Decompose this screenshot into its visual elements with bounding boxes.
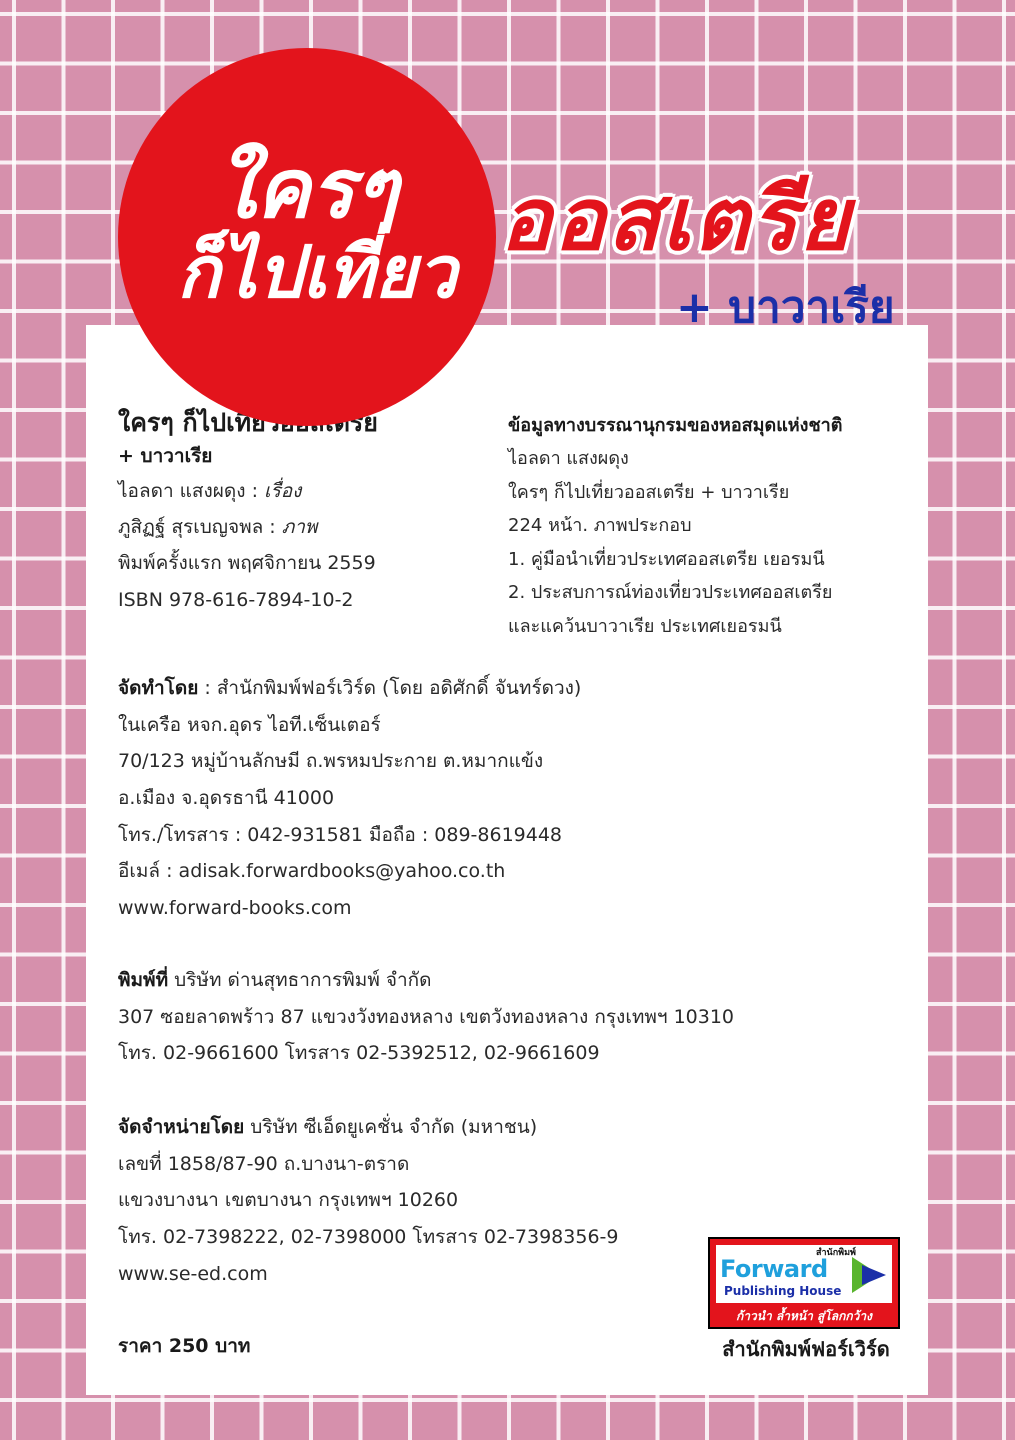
producer-line: อ.เมือง จ.อุดรธานี 41000 (118, 786, 335, 809)
logo-house: Publishing House (724, 1284, 842, 1298)
printer-name: บริษัท ด่านสุทธาการพิมพ์ จำกัด (168, 969, 432, 991)
photographer-line (118, 509, 378, 545)
catalog-line: 2. ประสบการณ์ท่องเที่ยวประเทศออสเตรีย (508, 582, 833, 604)
publisher-logo (708, 1237, 900, 1329)
logo-top-text: สำนักพิมพ์ (816, 1248, 856, 1258)
catalog-line: 224 หน้า. ภาพประกอบ (508, 515, 692, 537)
distributor-block (118, 1109, 618, 1292)
edition-line: พิมพ์ครั้งแรก พฤศจิกายน 2559 (118, 552, 376, 575)
circle-line-1: ใครๆ (215, 142, 399, 238)
producer-email: อีเมล์ : adisak.forwardbooks@yahoo.co.th (118, 860, 506, 883)
printer-label: พิมพ์ที่ (118, 969, 169, 991)
country-title: ออสเตรีย (500, 170, 852, 270)
catalog-line: 1. คู่มือนำเที่ยวประเทศออสเตรีย เยอรมนี (508, 548, 825, 570)
logo-panel (716, 1245, 892, 1303)
distributor-website: www.se-ed.com (118, 1262, 268, 1285)
printer-line: โทร. 02-9661600 โทรสาร 02-5392512, 02-9661609 (118, 1042, 600, 1065)
printer-first-line (118, 962, 734, 999)
producer-line: โทร./โทรสาร : 042-931581 มือถือ : 089-8619448 (118, 823, 563, 846)
distributor-line: โทร. 02-7398222, 02-7398000 โทรสาร 02-7398356-9 (118, 1225, 619, 1248)
catalog-line: ใครๆ ก็ไปเที่ยวออสเตรีย + บาวาเรีย (508, 481, 790, 503)
author-line (118, 473, 378, 509)
producer-line: ในเครือ หจก.อุดร ไอที.เซ็นเตอร์ (118, 713, 381, 736)
distributor-label: จัดจำหน่ายโดย (118, 1116, 245, 1138)
producer-label: จัดทำโดย (118, 677, 199, 699)
circle-line-2: ก็ไปเที่ยว (176, 230, 458, 315)
producer-first-line (118, 670, 581, 707)
book-title: ใครๆ ก็ไปเที่ยวออสเตรีย (118, 408, 378, 437)
catalog-line: และแคว้นบาวาเรีย ประเทศเยอรมนี (508, 615, 782, 637)
producer-line: 70/123 หมู่บ้านลักษมี ถ.พรหมประกาย ต.หมากแข้ง (118, 750, 544, 773)
author-role: เรื่อง (264, 480, 302, 503)
producer-block (118, 670, 581, 927)
publisher-name: สำนักพิมพ์ฟอร์เวิร์ด (722, 1337, 890, 1361)
photographer-name: ภูสิฏฐ์ สุรเบญจพล : (118, 516, 282, 539)
book-info (118, 405, 378, 618)
producer-website: www.forward-books.com (118, 896, 352, 919)
distributor-first-line (118, 1109, 618, 1146)
logo-name: Forward (720, 1255, 828, 1283)
printer-line: 307 ซอยลาดพร้าว 87 แขวงวังทองหลาง เขตวังทองหลาง กรุงเทพฯ 10310 (118, 1005, 735, 1028)
distributor-line: แขวงบางนา เขตบางนา กรุงเทพฯ 10260 (118, 1189, 459, 1212)
distributor-line: เลขที่ 1858/87-90 ถ.บางนา-ตราด (118, 1152, 410, 1175)
photographer-role: ภาพ (281, 516, 318, 539)
logo-slogan: ก้าวนำ ล้ำหน้า สู่โลกกว้าง (736, 1309, 872, 1323)
country-subtitle: + บาวาเรีย (676, 282, 895, 333)
play-arrow-icon (850, 1255, 888, 1295)
isbn-line: ISBN 978-616-7894-10-2 (118, 588, 354, 611)
catalog-heading: ข้อมูลทางบรรณานุกรมของหอสมุดแห่งชาติ (508, 415, 843, 436)
catalog-info (508, 409, 842, 643)
catalog-line: ไอลดา แสงผดุง (508, 448, 629, 470)
producer-name: : สำนักพิมพ์ฟอร์เวิร์ด (โดย อดิศักดิ์ จันทร์ดวง) (198, 677, 582, 699)
book-subtitle: + บาวาเรีย (118, 445, 213, 467)
printer-block (118, 962, 734, 1072)
distributor-name: บริษัท ซีเอ็ดยูเคชั่น จำกัด (มหาชน) (244, 1116, 538, 1138)
author-name: ไอลดา แสงผดุง : (118, 480, 265, 503)
title-circle (118, 48, 496, 426)
price: ราคา 250 บาท (118, 1335, 251, 1357)
